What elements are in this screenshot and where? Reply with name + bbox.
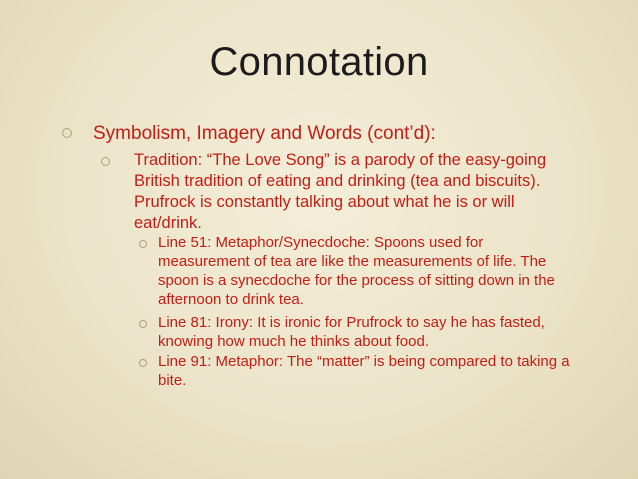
bullet-icon bbox=[62, 128, 72, 138]
level3-item-line81: Line 81: Irony: It is ironic for Prufrock to say he has fasted, knowing how much he thinks about food. bbox=[158, 314, 545, 350]
slide-title: Connotation bbox=[209, 40, 429, 84]
bullet-icon bbox=[139, 320, 147, 328]
bullet-icon bbox=[139, 240, 147, 248]
bullet-icon bbox=[139, 359, 147, 367]
bullet-icon bbox=[101, 157, 110, 166]
level1-text: Symbolism, Imagery and Words (cont’d): bbox=[93, 123, 436, 144]
level3-item-line91: Line 91: Metaphor: The “matter” is being compared to taking a bite. bbox=[158, 353, 570, 389]
level3-item-line51: Line 51: Metaphor/Synecdoche: Spoons used for measurement of tea are like the measurements of life. The spoon is a synecdoche for the process of sitting down in the afternoon to drink tea. bbox=[158, 234, 555, 308]
level2-text: Tradition: “The Love Song” is a parody of the easy-going British tradition of eating and drinking (tea and biscuits). Prufrock is constantly talking about what he is or will eat/drink. bbox=[134, 151, 547, 232]
